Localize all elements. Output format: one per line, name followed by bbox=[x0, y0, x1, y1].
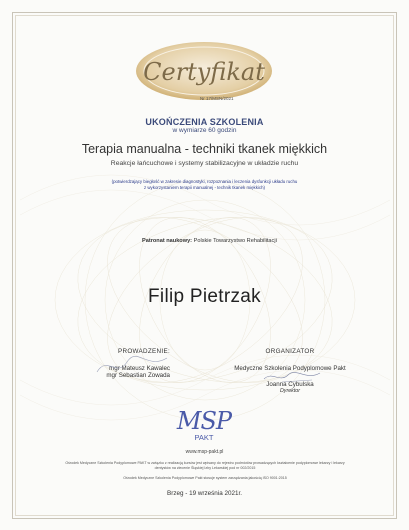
msp-pakt-logo bbox=[175, 402, 233, 446]
signature-director bbox=[262, 369, 322, 385]
date-line: Brzeg - 19 września 2021r. bbox=[167, 490, 242, 497]
certificate-number: Nr 17/MSN/2021 bbox=[200, 96, 234, 101]
course-description bbox=[0, 179, 409, 190]
fine-print-2: Ośrodek Medyczne Szkolenia Podyplomowe Pakt stosuje system zarządzania jakością ISO 9001:2015 bbox=[123, 476, 287, 480]
certyfikat-seal bbox=[134, 40, 275, 102]
course-subtitle: Reakcje łańcuchowe i systemy stabilizacyjne w układzie ruchu bbox=[110, 160, 299, 167]
course-title: Terapia manualna - techniki tkanek miękkich bbox=[81, 142, 328, 156]
description-line-2: z wykorzystaniem terapii manualnej - technik tkanek miękkich) bbox=[143, 184, 266, 190]
patronage bbox=[142, 238, 277, 244]
logo-pakt-text: PAKT bbox=[194, 433, 214, 442]
leaders-header: PROWADZENIE: bbox=[118, 348, 170, 355]
logo-msp-text: MSP bbox=[176, 407, 232, 435]
fine-print-1: Ośrodek Medyczne Szkolenia Podyplomowe PAKT w związku z realizacją kursów jest wpisany do rejestru podmiotów prowadzących kształcenie podyplomowe lekarzy i lekarzy dentystów na zlecenie Śląskiej Izby Lekarskiej pod nr 002/2015 bbox=[65, 461, 345, 470]
organizer-name: Medyczne Szkolenia Podyplomowe Pakt bbox=[234, 365, 346, 372]
organizer-signatory: Joanna Cybulska bbox=[266, 381, 314, 388]
website-link[interactable]: www.msp-pakt.pl bbox=[185, 449, 224, 455]
signature-leaders bbox=[92, 350, 172, 380]
patronage-value: Polskie Towarzystwo Rehabilitacji bbox=[193, 238, 277, 244]
organizer-header: ORGANIZATOR bbox=[265, 348, 315, 355]
description-line-1: (potwierdzający biegłość w zakresie diagnostyki, rozpoznania i leczenia dysfunkcji układu ruchu bbox=[111, 179, 298, 184]
hours-text: w wymiarze 60 godzin bbox=[172, 127, 237, 134]
seal-text: Certyfikat bbox=[143, 58, 265, 86]
organizer-role: Dyrektor bbox=[279, 388, 300, 394]
leader-name-2: mgr Sebastian Zowada bbox=[106, 372, 170, 379]
leader-name-1: mgr Mateusz Kawalec bbox=[109, 365, 170, 372]
completion-heading: UKOŃCZENIA SZKOLENIA bbox=[145, 117, 264, 127]
recipient-name: Filip Pietrzak bbox=[148, 286, 261, 307]
patronage-label: Patronat naukowy: bbox=[142, 238, 193, 244]
